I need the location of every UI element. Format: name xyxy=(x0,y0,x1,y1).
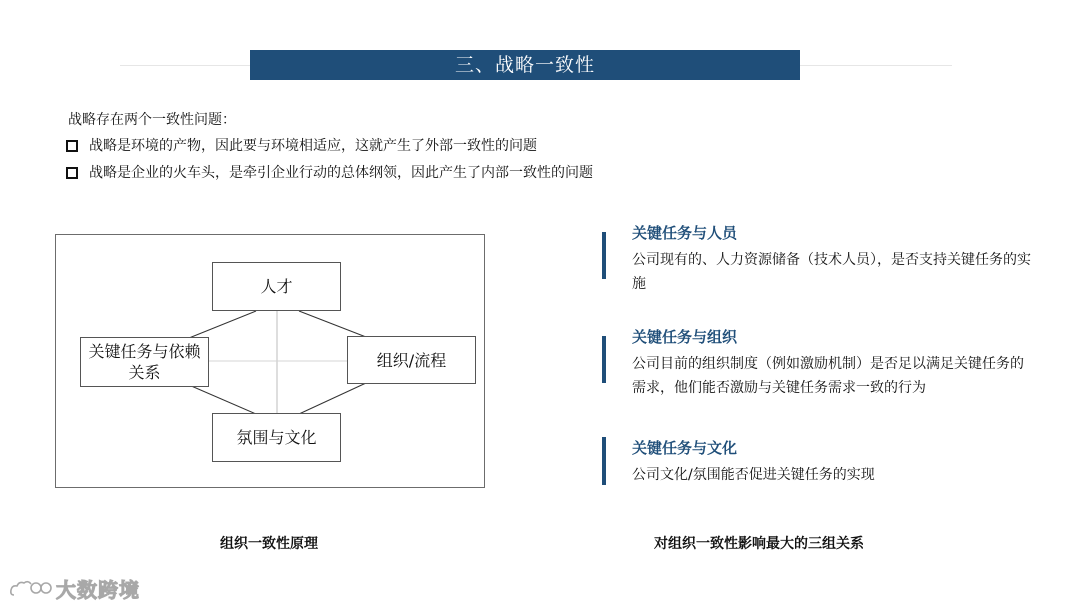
section-title: 关键任务与组织 xyxy=(632,328,738,346)
section-title: 关键任务与文化 xyxy=(632,439,738,457)
bullet-item xyxy=(66,136,593,163)
connector-top-left xyxy=(189,311,256,338)
node-culture: 氛围与文化 xyxy=(212,413,341,462)
connector-left-bottom xyxy=(189,385,256,414)
square-bullet-icon xyxy=(66,140,78,152)
bullet-text: 战略是环境的产物，因此要与环境相适应，这就产生了外部一致性的问题 xyxy=(89,138,537,154)
node-key-tasks: 关键任务与依赖关系 xyxy=(80,337,209,387)
connector-top-right xyxy=(299,311,366,337)
section-accent-bar xyxy=(602,437,606,485)
page-title: 三、战略一致性 xyxy=(250,50,800,80)
node-organization: 组织/流程 xyxy=(347,336,476,384)
section-title: 关键任务与人员 xyxy=(632,224,738,242)
alignment-diagram xyxy=(55,234,485,488)
watermark xyxy=(8,574,140,603)
section-accent-bar xyxy=(602,336,606,383)
section-body: 公司目前的组织制度（例如激励机制）是否足以满足关键任务的需求，他们能否激励与关键任务需求一致的行为 xyxy=(632,356,1024,396)
cloud-logo-icon xyxy=(8,577,52,601)
section-body: 公司文化/氛围能否促进关键任务的实现 xyxy=(632,467,875,483)
connector-right-bottom xyxy=(299,383,366,414)
intro-lead: 战略存在两个一致性问题： xyxy=(68,112,236,128)
section-body: 公司现有的、人力资源储备（技术人员），是否支持关键任务的实施 xyxy=(632,252,1031,292)
bullet-text: 战略是企业的火车头，是牵引企业行动的总体纲领，因此产生了内部一致性的问题 xyxy=(89,165,593,181)
node-talent: 人才 xyxy=(212,262,341,311)
square-bullet-icon xyxy=(66,167,78,179)
intro-bullet-list xyxy=(66,136,593,190)
diagram-caption: 组织一致性原理 xyxy=(220,536,318,552)
bullet-item xyxy=(66,163,593,190)
watermark-text: 大数跨境 xyxy=(56,578,140,602)
section-accent-bar xyxy=(602,232,606,279)
relations-caption: 对组织一致性影响最大的三组关系 xyxy=(654,536,864,552)
